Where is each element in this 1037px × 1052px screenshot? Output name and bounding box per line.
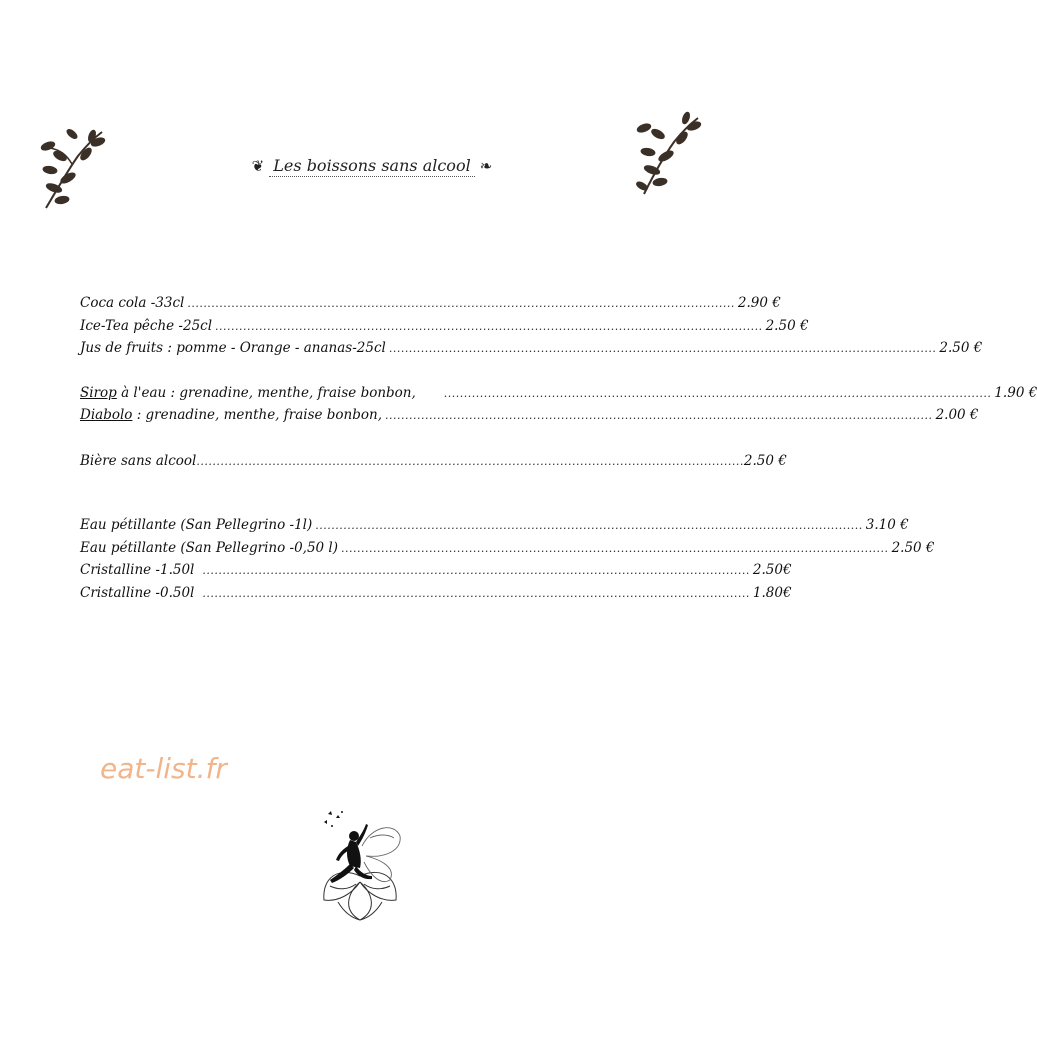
menu-item: [80, 450, 787, 473]
watermark-text: eat-list.fr: [100, 752, 227, 785]
menu-item: [80, 404, 979, 427]
item-name: [80, 382, 416, 405]
menu-item: [80, 337, 983, 360]
item-name: Cristalline -1.50l: [80, 562, 195, 578]
leader-dots: .........................................................................................................................................: [202, 564, 750, 577]
drinks-list: [80, 292, 1037, 604]
menu-item: [80, 514, 909, 537]
item-name-underlined: Sirop: [80, 384, 117, 401]
item-name: Coca cola -33cl: [80, 295, 185, 311]
leader-dots: .........................................................................................................................................: [196, 454, 744, 468]
item-name: Ice-Tea pêche -25cl: [80, 317, 213, 334]
item-name-rest: à l'eau : grenadine, menthe, fraise bonbon,: [116, 384, 416, 401]
item-name: Bière sans alcool: [80, 452, 197, 469]
title-text: Les boissons sans alcool: [269, 156, 474, 177]
item-price: 3.10 €: [865, 517, 909, 533]
leaf-branch-icon: [634, 112, 704, 196]
leader-dots: .........................................................................................................................................: [341, 541, 889, 555]
item-name: Jus de fruits : pomme - Orange - ananas-25cl: [80, 340, 386, 356]
item-price: 2.50 €: [939, 340, 983, 356]
leader-dots: .........................................................................................................................................: [315, 519, 863, 532]
ornament-right-icon: ❧: [479, 157, 493, 175]
leader-dots: .........................................................................................................................................: [215, 319, 763, 333]
fairy-on-flower-icon: [308, 806, 412, 924]
item-name: Eau pétillante (San Pellegrino -0,50 l): [80, 539, 339, 556]
menu-item: [80, 292, 781, 315]
item-price: 2.50 €: [891, 539, 935, 556]
menu-item: [80, 537, 935, 560]
item-price: 2.50 €: [743, 452, 787, 469]
item-name: Cristalline -0.50l: [80, 584, 195, 601]
item-price: 2.50€: [752, 562, 792, 578]
ornament-left-icon: ❦: [251, 157, 265, 175]
item-price: 1.90 €: [994, 384, 1037, 401]
item-price: 2.00 €: [935, 407, 979, 423]
page-title: [0, 156, 744, 175]
item-name-rest: : grenadine, menthe, fraise bonbon,: [132, 407, 383, 423]
item-name-underlined: Diabolo: [80, 407, 133, 423]
leader-dots: .........................................................................................................................................: [202, 586, 750, 600]
leader-dots: .........................................................................................................................................: [443, 386, 992, 400]
item-name: [80, 404, 382, 427]
leader-dots: .........................................................................................................................................: [187, 297, 735, 310]
item-price: 2.90 €: [737, 295, 781, 311]
leader-dots: .........................................................................................................................................: [385, 409, 933, 422]
menu-item: [80, 315, 809, 338]
item-price: 1.80€: [752, 584, 792, 601]
item-name: Eau pétillante (San Pellegrino -1l): [80, 517, 313, 533]
menu-item: [80, 582, 792, 605]
leader-dots: .........................................................................................................................................: [388, 342, 937, 355]
item-price: 2.50 €: [765, 317, 809, 334]
menu-item: [80, 382, 1037, 405]
menu-item: [80, 559, 792, 582]
